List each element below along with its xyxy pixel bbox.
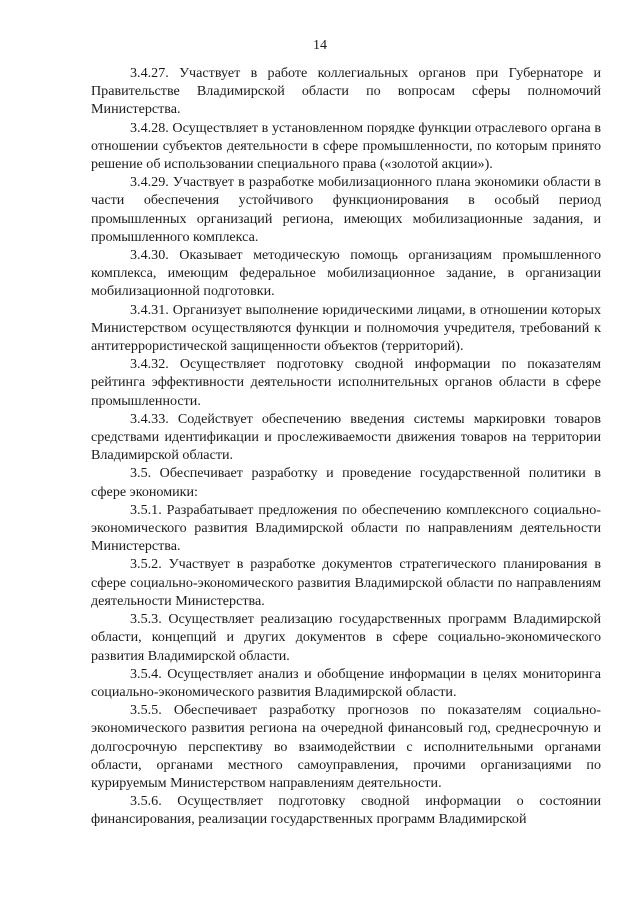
paragraph-3-4-31: 3.4.31. Организует выполнение юридическими лицами, в отношении которых Министерством осуществляются функции и полномочия учредителя, требований к антитеррористической защищенности объектов (территорий). xyxy=(91,301,601,355)
paragraph-3-4-27: 3.4.27. Участвует в работе коллегиальных органов при Губернаторе и Правительстве Владимирской области по вопросам сферы полномочий Министерства. xyxy=(91,65,601,118)
paragraph-3-5: 3.5. Обеспечивает разработку и проведение государственной политики в сфере экономики: xyxy=(91,465,601,500)
paragraph-3-4-28: 3.4.28. Осуществляет в установленном порядке функции отраслевого органа в отношении субъектов деятельности в сфере промышленности, по которым принято решение об использовании специального права («золотой акции»). xyxy=(91,119,601,173)
paragraph-3-4-29: 3.4.29. Участвует в разработке мобилизационного плана экономики области в части обеспечения устойчивого функционирования в особый период промышленных организаций региона, имеющих мобилизационные задания, и промышленного комплекса. xyxy=(91,174,601,245)
paragraph-3-5-5: 3.5.5. Обеспечивает разработку прогнозов по показателям социально-экономического развития региона на очередной финансовый год, среднесрочную и долгосрочную перспективу во взаимодействии с исполнительными органами области, органами местного самоуправления, прочими организациями по курируемым Министерством направлениям деятельности. xyxy=(91,702,601,791)
paragraph-3-4-33: 3.4.33. Содействует обеспечению введения системы маркировки товаров средствами идентификации и прослеживаемости движения товаров на территории Владимирской области. xyxy=(91,410,601,464)
page-number: 14 xyxy=(313,38,327,53)
paragraph-3-5-4: 3.5.4. Осуществляет анализ и обобщение информации в целях мониторинга социально-экономического развития Владимирской области. xyxy=(91,665,601,700)
paragraph-3-4-32: 3.4.32. Осуществляет подготовку сводной информации по показателям рейтинга эффективности деятельности исполнительных органов области в сфере промышленности. xyxy=(91,356,601,409)
paragraph-3-4-30: 3.4.30. Оказывает методическую помощь организациям промышленного комплекса, имеющим федеральное мобилизационное задание, в организации мобилизационной подготовки. xyxy=(91,247,601,300)
paragraph-3-5-1: 3.5.1. Разрабатывает предложения по обеспечению комплексного социально-экономического развития Владимирской области по направлениям деятельности Министерства. xyxy=(91,501,601,555)
paragraph-3-5-2: 3.5.2. Участвует в разработке документов стратегического планирования в сфере социально-экономического развития Владимирской области по направлениям деятельности Министерства. xyxy=(91,556,601,609)
document-body xyxy=(91,64,601,829)
paragraph-3-5-6: 3.5.6. Осуществляет подготовку сводной информации о состоянии финансирования, реализации государственных программ Владимирской xyxy=(91,793,601,828)
paragraph-3-5-3: 3.5.3. Осуществляет реализацию государственных программ Владимирской области, концепций и других документов в сфере социально-экономического развития Владимирской области. xyxy=(91,611,601,664)
